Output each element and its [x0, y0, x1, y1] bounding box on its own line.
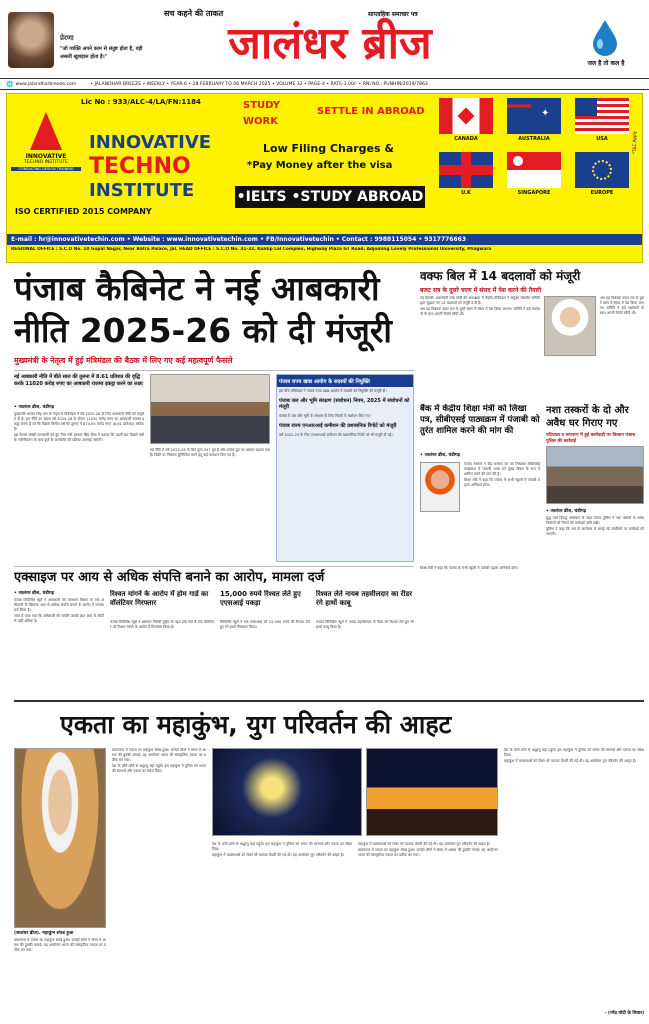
kumbh-paragraph: देश के कोने-कोने से श्रद्धालु यहां पहुंचे। इस महाकुंभ ने दुनिया को भारत की सामर्थ्य और एकता का संदेश दिया।	[112, 764, 206, 773]
main-byline: • जालंधर ब्रीज, चंडीगढ़	[14, 405, 55, 410]
ad-study: STUDY	[243, 100, 280, 111]
website-link[interactable]: www.jalandharbreeze.com	[15, 81, 77, 87]
bank-paragraph: शिक्षा मंत्री ने कहा कि पंजाब के सभी स्कूलों में पंजाबी पढ़ाना अनिवार्य होगा।	[420, 566, 519, 570]
ad-settle: SETTLE IN ABROAD	[317, 106, 425, 117]
waqf-headline: वक्फ बिल में 14 बदलावों को मंजूरी	[420, 269, 581, 283]
prerna-box	[60, 34, 148, 74]
label-canada: CANADA	[454, 136, 478, 142]
bribe2-headline: 15,000 रुपये रिश्वत लेते हुए एएसआई पकड़ा	[220, 590, 301, 607]
drug-headline: नशा तस्करों के दो और अवैध घर गिराए गए	[546, 405, 629, 429]
ad-logo-tags: CONSULTING DESIGN TRAINING	[11, 167, 81, 171]
kumbh-paragraph: महाकुंभ में व्यवस्थाओं को लेकर भी व्यापक तैयारी की गई थी। यह आयोजन युग परिवर्तन की आहट है।	[358, 842, 491, 846]
tagline-right: साप्ताहिक समाचार पत्र	[368, 11, 418, 18]
ad-work: WORK	[243, 116, 278, 127]
prerna-quote: "जो व्यक्ति अपने काम से संतुष्ट होता है, वही असली खुशहाल होता है।"	[60, 46, 143, 60]
label-usa: USA	[596, 136, 608, 142]
flag-europe	[575, 152, 629, 188]
waqf-paragraph: नई दिल्ली। प्रधानमंत्री नरेंद्र मोदी की अध्यक्षता में केंद्रीय मंत्रिमंडल ने संयुक्त संसदीय समिति द्वारा सुझाए गए 14 बदलावों को मंजूरी दे दी है।	[420, 296, 540, 305]
waqf-body	[420, 296, 540, 400]
globe-icon: 🌐	[6, 80, 14, 88]
box-title: पंजाब राज्य खाद्य आयोग के सदस्यों की नियुक्ति	[277, 375, 413, 387]
ad-address: REGIONAL OFFICE : S.C.O No. 10 Gopal Nagar, Near Batra Palace, Jal. HEAD OFFICE : S.C.O No. 31-32, Kuldip Lal Complex, Highway Plaza GT Road, Adjoining Lovely Professional University, Phagwara	[11, 247, 492, 252]
kumbh-paragraph: महाकुंभ में व्यवस्थाओं को लेकर भी व्यापक तैयारी की गई थी। यह आयोजन युग परिवर्तन की आहट है।	[504, 759, 637, 763]
tower-icon	[30, 112, 62, 150]
waqf-paragraph: अब यह विधेयक बजट सत्र के दूसरे चरण में संसद में पेश किया जाएगा। समिति ने कई संशोधनों के साथ अपनी रिपोर्ट सौंपी थी।	[600, 296, 644, 315]
excise-paragraph: पंजाब विजिलेंस ब्यूरो ने आबकारी एवं कराधान विभाग के एक अधिकारी के खिलाफ आय से अधिक संपत्ति बनाने के आरोप में मामला दर्ज किया है।	[14, 598, 104, 612]
main-paragraph: इस फैसले संबंधी जानकारी देते हुए वित्त मंत्री हरपाल सिंह चीमा ने बताया कि पहली बार पिछले वर्षों के नवीनीकरण के साथ ग्रुपों के अलॉटमेंट की प्रक्रिया अपनाई जाएगी।	[14, 433, 144, 442]
kumbh-col-3	[212, 842, 352, 1018]
bribe1-headline: रिश्वत मांगने के आरोप में होम गार्ड का वॉलंटियर गिरफ्तार	[110, 590, 209, 607]
flag-singapore	[507, 152, 561, 188]
box-text-2: पंजाब में जल और भूमि के संरक्षण के लिए नियमों में संशोधन किए गए।	[279, 414, 371, 418]
ad-contact-bar	[7, 234, 643, 245]
excise-byline: • जालंधर ब्रीज, चंडीगढ़	[14, 591, 55, 596]
main-paragraph: नई नीति में वर्ष 2025-26 के लिए कुल 207 ग्रुप हैं और प्रत्येक ग्रुप का आकार बढ़ाया गया है। बिक्री पर नियंत्रण सुनिश्चित करने हेतु कई प्रावधान किए गए हैं।	[150, 448, 270, 457]
ad-filing: Low Filing Charges &	[263, 142, 394, 155]
bank-headline: बैंक में केंद्रीय शिक्षा मंत्री को लिखा पत्र, सीबीएसई पाठ्यक्रम में पंजाबी को तुरंत शामिल करने की मांग की	[420, 404, 540, 436]
kumbh-caption: (जालंधर ब्रीज). महाकुंभ संपन्न हुआ	[14, 931, 74, 936]
drug-paragraph: युद्ध नशों विरुद्ध अभियान के तहत पंजाब पुलिस ने नशा तस्करों के अवैध निर्माणों को गिराने की कार्रवाई जारी रखी।	[546, 516, 644, 525]
divider	[14, 566, 414, 567]
kumbh-paragraph: प्रयागराज में एकता का महाकुंभ संपन्न हुआ। करोड़ों लोगों ने संगम में आस्था की डुबकी लगाई। यह आयोजन भारत की सांस्कृतिक एकता का प्रतीक बन गया।	[14, 938, 106, 952]
ad-conditions: *T&C Apply	[632, 131, 637, 154]
info-bar	[0, 78, 649, 90]
modi-photo	[544, 296, 596, 356]
bank-body	[464, 462, 540, 562]
box-subtitle-1: पंजाब जल और भूमि संरक्षण (संशोधन) नियम, 2025 में संशोधनों को मंजूरी	[279, 398, 410, 410]
drug-subhead: पटियाला व रूपनगर में हुई कार्यवाही पर किसान पंजाब पुलिस की कार्रवाई	[546, 433, 636, 444]
ad-license: Lic No : 933/ALC-4/LA/FN:1184	[81, 98, 201, 106]
bank-body-cont	[420, 566, 540, 692]
ad-pay: *Pay Money after the visa	[247, 160, 393, 171]
ad-contact-text: E-mail : hr@innovativetechin.com • Website : www.innovativetechin.com • FB/Innovativetechin • Contact : 9988115054 • 9317776663	[11, 236, 467, 243]
kumbh-paragraph: प्रयागराज में एकता का महाकुंभ संपन्न हुआ। करोड़ों लोगों ने संगम में आस्था की डुबकी लगाई। यह आयोजन भारत की सांस्कृतिक एकता का प्रतीक बन गया।	[112, 748, 206, 762]
portrait	[8, 12, 54, 68]
cabinet-box	[276, 374, 414, 562]
ad-ielts	[235, 186, 425, 208]
flag-canada	[439, 98, 493, 134]
waqf-body-2	[600, 296, 644, 400]
flags-grid	[439, 98, 629, 210]
ad-logo	[11, 112, 81, 184]
bribe2-paragraph: विजिलेंस ब्यूरो ने एक एएसआई को 15,000 रुपये की रिश्वत लेते हुए रंगे हाथों गिरफ्तार किया।	[220, 620, 310, 629]
kumbh-col-4	[358, 842, 498, 1018]
box-text-1: इस बीच मंत्रिमंडल ने पंजाब राज्य खाद्य आयोग में सदस्यों की नियुक्ति की मंजूरी दी।	[279, 389, 387, 393]
main-paragraph: मुख्यमंत्री भगवंत सिंह मान के नेतृत्व में मंत्रिमंडल ने वर्ष 2025-26 के लिए आबकारी नीति को मंजूरी दे दी है। इस नीति का उद्देश्य वर्ष 2025-26 के दौरान 11020 करोड़ रुपए का आबकारी राजस्व इकट्ठा करना है जो कि पिछले वित्तीय वर्ष की तुलना में 874.05 करोड़ रुपए (8.61 प्रतिशत) अधिक है।	[14, 412, 144, 431]
modi-portrait	[14, 748, 106, 928]
bribe3-paragraph: पंजाब विजिलेंस ब्यूरो ने नायब तहसीलदार के रीडर को रिश्वत लेते हुए रंगे हाथों काबू किया है।	[316, 620, 414, 629]
bribe3-headline: रिश्वत लेते नायब तहसीलदार का रीडर रंगे हाथों काबू	[316, 590, 413, 607]
box-subtitle-2: पंजाब राज्य एनआरआई कमीशन की प्रशासनिक रिपोर्ट को मंजूरी	[279, 423, 397, 429]
flag-usa	[575, 98, 629, 134]
main-headline-2: नीति 2025-26 को दी मंजूरी	[14, 311, 392, 350]
divider	[14, 370, 414, 371]
label-uk: U.K	[461, 190, 471, 196]
drug-byline: • जालंधर ब्रीज, चंडीगढ़	[546, 509, 587, 514]
drug-paragraph: पुलिस ने कहा कि नशे के कारोबार से बनाई गई संपत्तियों पर कार्रवाई की जाएगी।	[546, 527, 644, 536]
newspaper-title: जालंधर ब्रीज	[228, 18, 432, 69]
ad-banner	[6, 93, 643, 263]
excise-paragraph: जांच में पाया गया कि अधिकारी की संपत्ति उसकी ज्ञात आय के स्रोतों से कहीं अधिक है।	[14, 614, 104, 623]
main-column-1	[14, 412, 144, 562]
excise-headline: एक्साइज पर आय से अधिक संपत्ति बनाने का आरोप, मामला दर्ज	[14, 570, 325, 585]
kumbh-photo-1	[212, 748, 362, 836]
bank-paragraph: पंजाब सरकार ने केंद्र सरकार को पत्र लिखकर सीबीएसई पाठ्यक्रम में पंजाबी भाषा को मुख्य विषय के रूप में शामिल करने की मांग की है।	[464, 462, 540, 476]
ad-inst-1: INNOVATIVE	[89, 132, 212, 153]
waqf-paragraph: अब यह विधेयक बजट सत्र के दूसरे चरण में संसद में पेश किया जाएगा। समिति ने कई संशोधनों के साथ अपनी रिपोर्ट सौंपी थी।	[420, 307, 540, 316]
kumbh-paragraph: देश के कोने-कोने से श्रद्धालु यहां पहुंचे। इस महाकुंभ ने दुनिया को भारत की सामर्थ्य और एकता का संदेश दिया।	[212, 842, 352, 851]
ad-logo-sub: TECHNO INSTITUTE	[24, 160, 68, 165]
tagline-left: सच कहने की ताकत	[164, 9, 224, 18]
minister-photo	[420, 462, 460, 512]
kumbh-col-1	[14, 938, 106, 1018]
flag-uk	[439, 152, 493, 188]
kumbh-paragraph: महाकुंभ में व्यवस्थाओं को लेकर भी व्यापक तैयारी की गई थी। यह आयोजन युग परिवर्तन की आहट है।	[212, 853, 345, 857]
box-text-3: वर्ष 2022-23 के लिए एनआरआई कमीशन की प्रशासनिक रिपोर्ट को भी मंजूरी दी गई।	[279, 433, 393, 437]
cabinet-photo	[150, 374, 270, 444]
label-australia: AUSTRALIA	[518, 136, 550, 142]
kumbh-paragraph: देश के कोने-कोने से श्रद्धालु यहां पहुंचे। इस महाकुंभ ने दुनिया को भारत की सामर्थ्य और एकता का संदेश दिया।	[504, 748, 644, 757]
water-drop-icon	[588, 18, 622, 56]
flag-australia: ✦	[507, 98, 561, 134]
kumbh-signature: - (नरेंद्र मोदी के विचार)	[604, 1011, 644, 1016]
bribe1-paragraph: पंजाब विजिलेंस ब्यूरो ने भ्रष्टाचार विरोधी मुहिम के तहत होम गार्ड के एक वॉलंटियर को रिश्वत मांगने के आरोप में गिरफ्तार किया है।	[110, 620, 214, 629]
kumbh-photo-2	[366, 748, 498, 836]
ad-logo-name: INNOVATIVE	[25, 153, 67, 160]
label-europe: EUROPE	[590, 190, 614, 196]
edition-info: • JALANDHAR BREEZE • WEEKLY • YEAR-6 • 28 FEBRUARY TO 06 MARCH 2025 • VOLUME 32 • PAGE-4 • RATE-3.00/- • RNI NO.: PUNHIN/2019/7863	[90, 81, 428, 87]
bribe2-body	[220, 620, 310, 694]
prerna-label: प्रेरणा	[60, 34, 74, 42]
waqf-subhead: बजट सत्र के दूसरे चरण में संसद में पेश करने की तैयारी	[420, 287, 542, 294]
bribe3-body	[316, 620, 414, 694]
label-singapore: SINGAPORE	[517, 190, 551, 196]
kumbh-headline: एकता का महाकुंभ, युग परिवर्तन की आहट	[60, 710, 452, 739]
bribe1-body	[110, 620, 214, 694]
ad-ielts-text: •IELTS •STUDY ABROAD	[236, 189, 424, 205]
kumbh-col-5	[504, 748, 644, 1010]
main-subhead: मुख्यमंत्री के नेतृत्व में हुई मंत्रिमंडल की बैठक में लिए गए कई महत्वपूर्ण फैसले	[14, 356, 233, 365]
kumbh-col-2	[112, 748, 206, 1018]
excise-body	[14, 598, 104, 694]
ad-inst-3: INSTITUTE	[89, 180, 195, 201]
main-lead: नई आबकारी नीति में बीते साल की तुलना में 8.61 प्रतिशत की वृद्धि करके 11020 करोड़ रुपए का आबकारी राजस्व इकट्ठा करने का लक्ष्य	[14, 374, 143, 387]
ad-inst-2: TECHNO	[89, 154, 191, 179]
ad-iso: ISO CERTIFIED 2015 COMPANY	[15, 207, 152, 216]
drug-body	[546, 516, 644, 692]
main-headline-1: पंजाब कैबिनेट ने नई आबकारी	[14, 269, 380, 308]
demolition-photo	[546, 446, 644, 504]
divider	[14, 700, 644, 702]
water-slogan: जल है तो कल है	[587, 60, 625, 67]
main-column-2	[150, 448, 270, 562]
bank-byline: • जालंधर ब्रीज, चंडीगढ़	[420, 453, 461, 458]
bank-paragraph: शिक्षा मंत्री ने कहा कि पंजाब के सभी स्कूलों में पंजाबी पढ़ाना अनिवार्य होगा।	[464, 478, 540, 487]
kumbh-paragraph: प्रयागराज में एकता का महाकुंभ संपन्न हुआ। करोड़ों लोगों ने संगम में आस्था की डुबकी लगाई। यह आयोजन भारत की सांस्कृतिक एकता का प्रतीक बन गया।	[358, 848, 498, 857]
